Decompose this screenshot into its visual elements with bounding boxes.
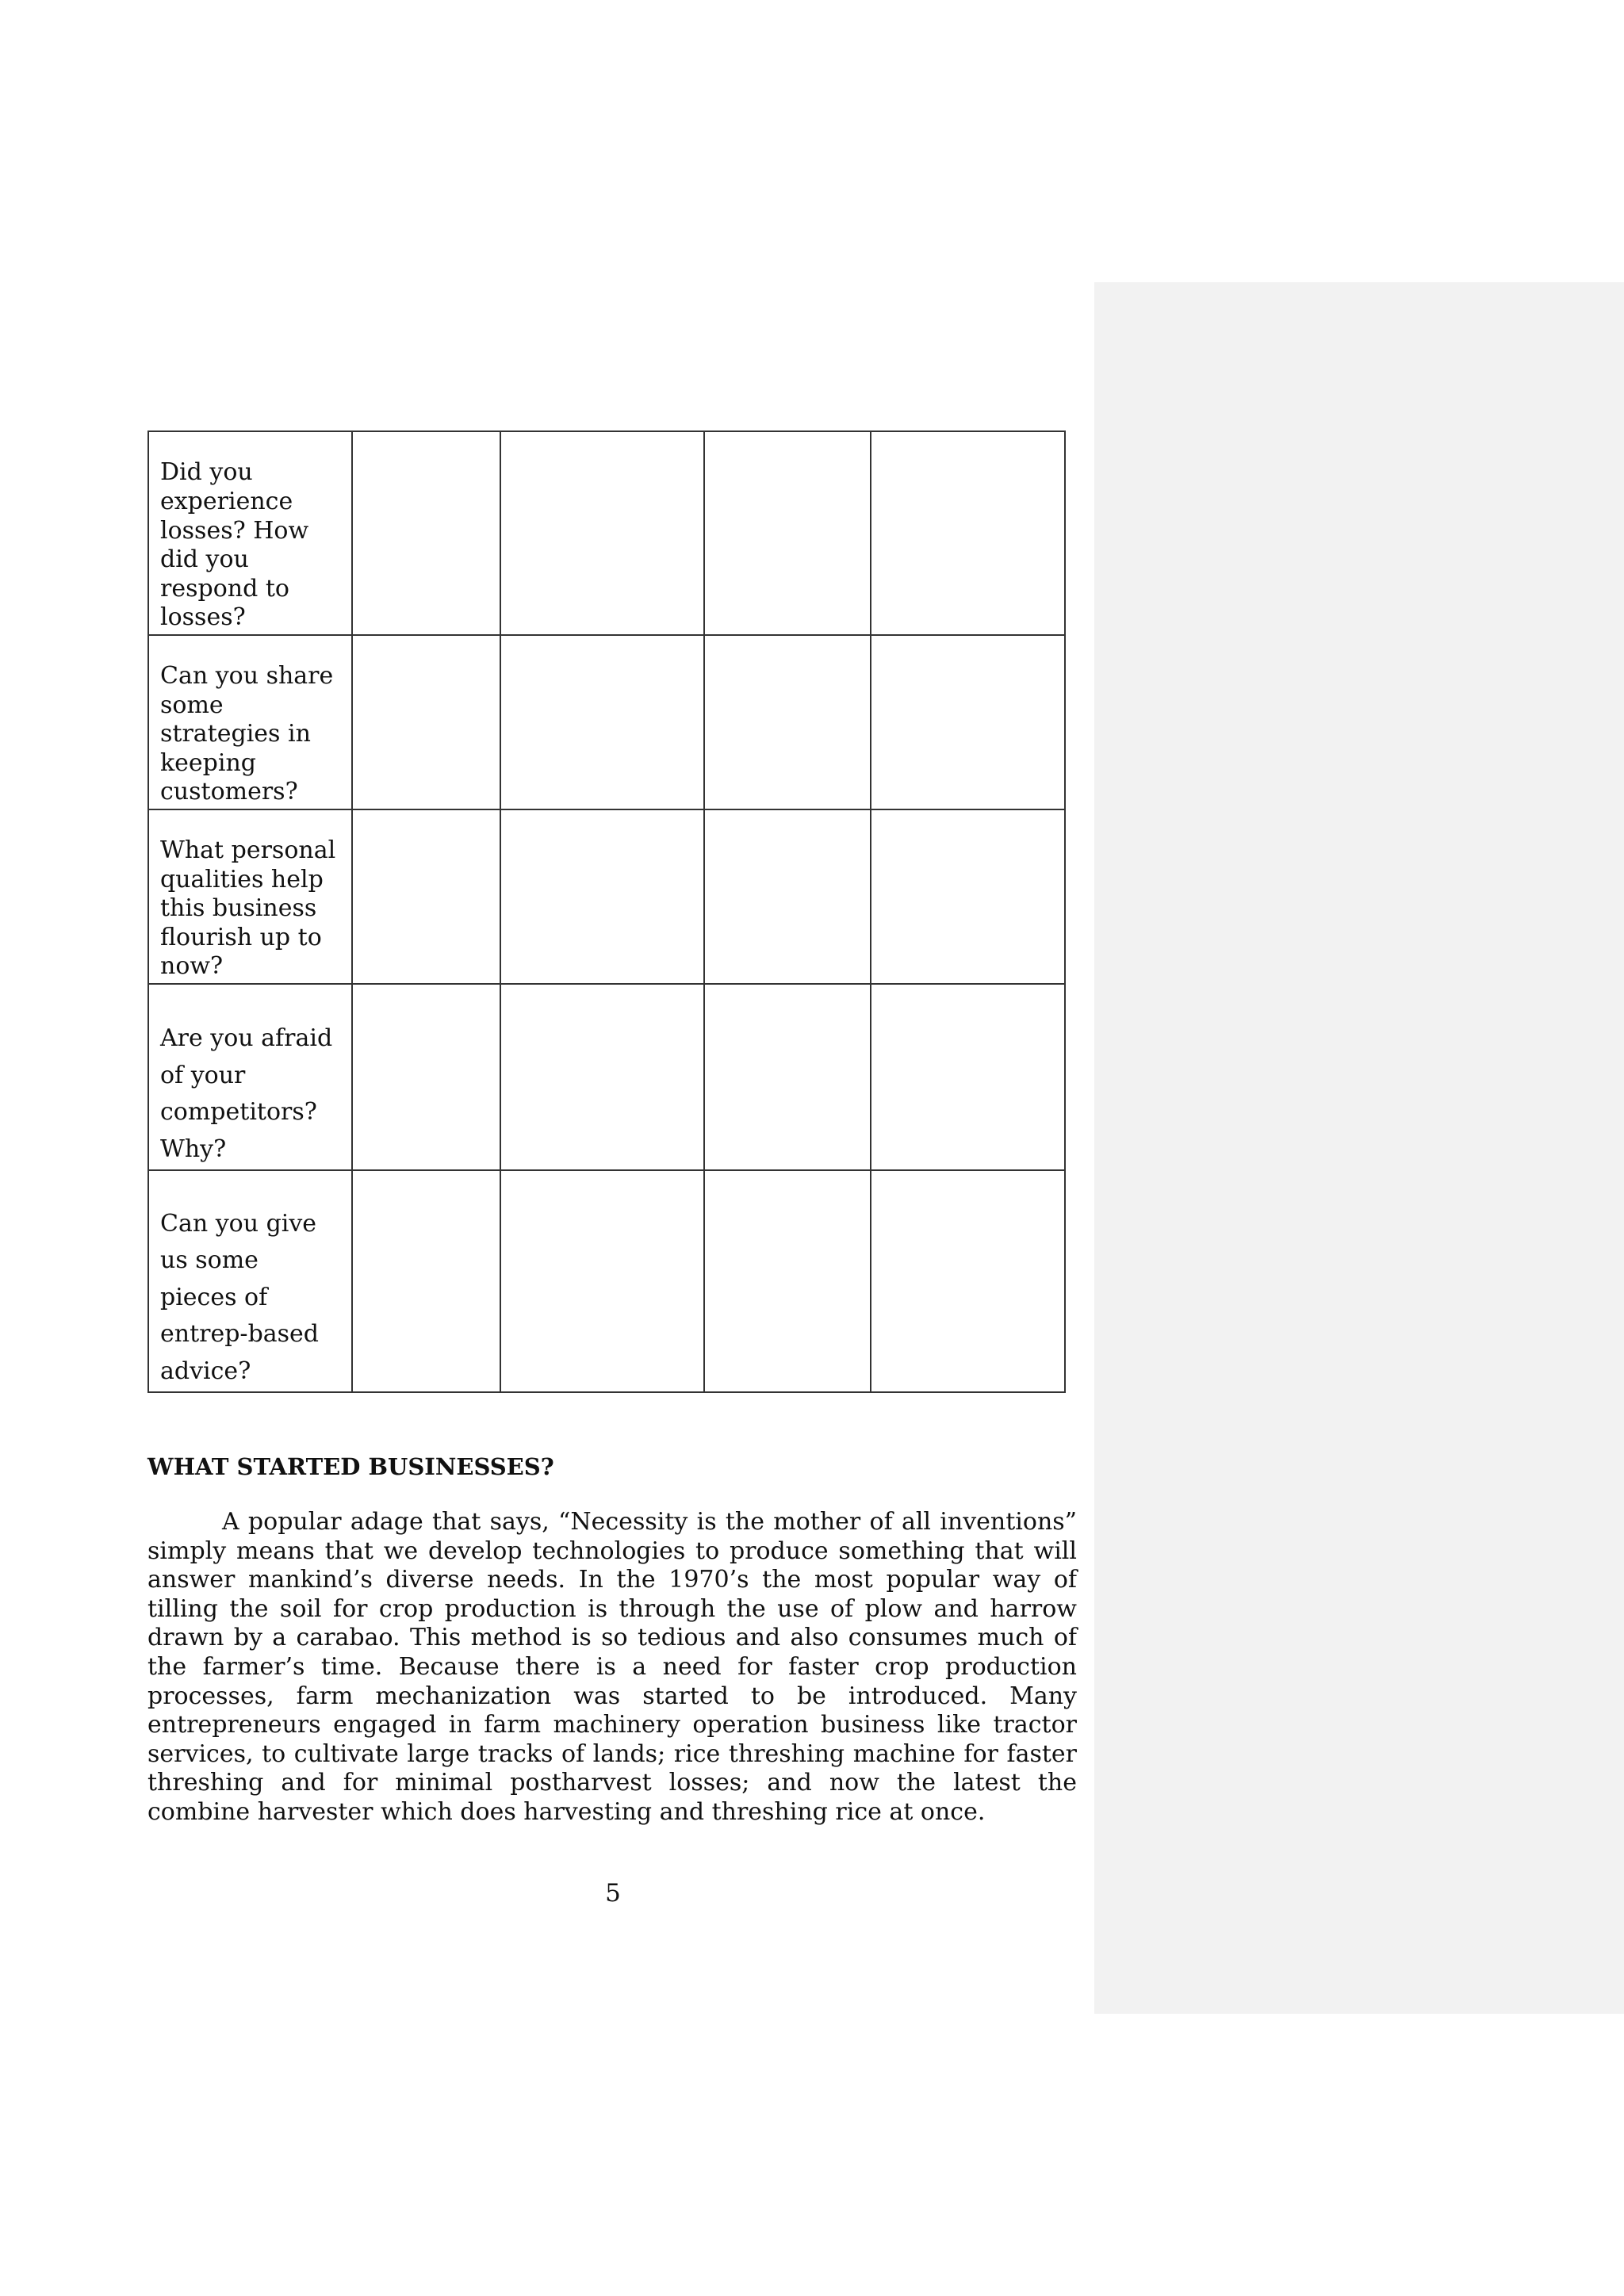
answer-cell[interactable] bbox=[500, 431, 704, 635]
question-text: Can you give us some pieces of entrep-based advice? bbox=[160, 1209, 320, 1385]
question-text: Are you afraid of your competitors? Why? bbox=[160, 1024, 333, 1163]
answer-cell[interactable] bbox=[871, 431, 1065, 635]
answer-cell[interactable] bbox=[871, 984, 1065, 1170]
table-row bbox=[148, 635, 1065, 809]
section-heading: WHAT STARTED BUSINESSES? bbox=[147, 1453, 554, 1480]
question-text: What personal qualities help this business flourish up to now? bbox=[160, 836, 336, 981]
question-cell bbox=[148, 635, 352, 809]
body-paragraph: A popular adage that says, “Necessity is the mother of all inventions” simply means that we develop technologies to produce something that will answer mankind’s diverse needs. In the 1970’s the most popular way of tilling the soil for crop production is through the use of plow and harrow drawn by a carabao. This method is so tedious and also consumes much of the farmer’s time. Because there is a need for faster crop production processes, farm mechanization was started to be introduced. Many entrepreneurs engaged in farm machinery operation business like tractor services, to cultivate large tracks of lands; rice threshing machine for faster threshing and for minimal postharvest losses; and now the latest the combine harvester which does harvesting and threshing rice at once. bbox=[147, 1508, 1077, 1826]
comment-margin-pane bbox=[1094, 282, 1624, 2014]
answer-cell[interactable] bbox=[352, 431, 500, 635]
question-cell bbox=[148, 809, 352, 984]
answer-cell[interactable] bbox=[704, 1170, 871, 1392]
question-cell bbox=[148, 1170, 352, 1392]
answer-cell[interactable] bbox=[500, 809, 704, 984]
answer-cell[interactable] bbox=[704, 984, 871, 1170]
answer-cell[interactable] bbox=[352, 984, 500, 1170]
answer-cell[interactable] bbox=[871, 635, 1065, 809]
answer-cell[interactable] bbox=[871, 1170, 1065, 1392]
table-row bbox=[148, 1170, 1065, 1392]
answer-cell[interactable] bbox=[871, 809, 1065, 984]
answer-cell[interactable] bbox=[352, 809, 500, 984]
interview-questions-table bbox=[147, 430, 1066, 1393]
table-row bbox=[148, 984, 1065, 1170]
table-row bbox=[148, 809, 1065, 984]
table-row bbox=[148, 431, 1065, 635]
question-text: Did you experience losses? How did you respond to losses? bbox=[160, 458, 309, 632]
question-cell bbox=[148, 984, 352, 1170]
answer-cell[interactable] bbox=[352, 635, 500, 809]
answer-cell[interactable] bbox=[704, 809, 871, 984]
answer-cell[interactable] bbox=[500, 1170, 704, 1392]
answer-cell[interactable] bbox=[352, 1170, 500, 1392]
answer-cell[interactable] bbox=[704, 431, 871, 635]
page-number: 5 bbox=[605, 1879, 621, 1908]
answer-cell[interactable] bbox=[704, 635, 871, 809]
question-cell bbox=[148, 431, 352, 635]
question-text: Can you share some strategies in keeping customers? bbox=[160, 662, 334, 806]
answer-cell[interactable] bbox=[500, 984, 704, 1170]
answer-cell[interactable] bbox=[500, 635, 704, 809]
